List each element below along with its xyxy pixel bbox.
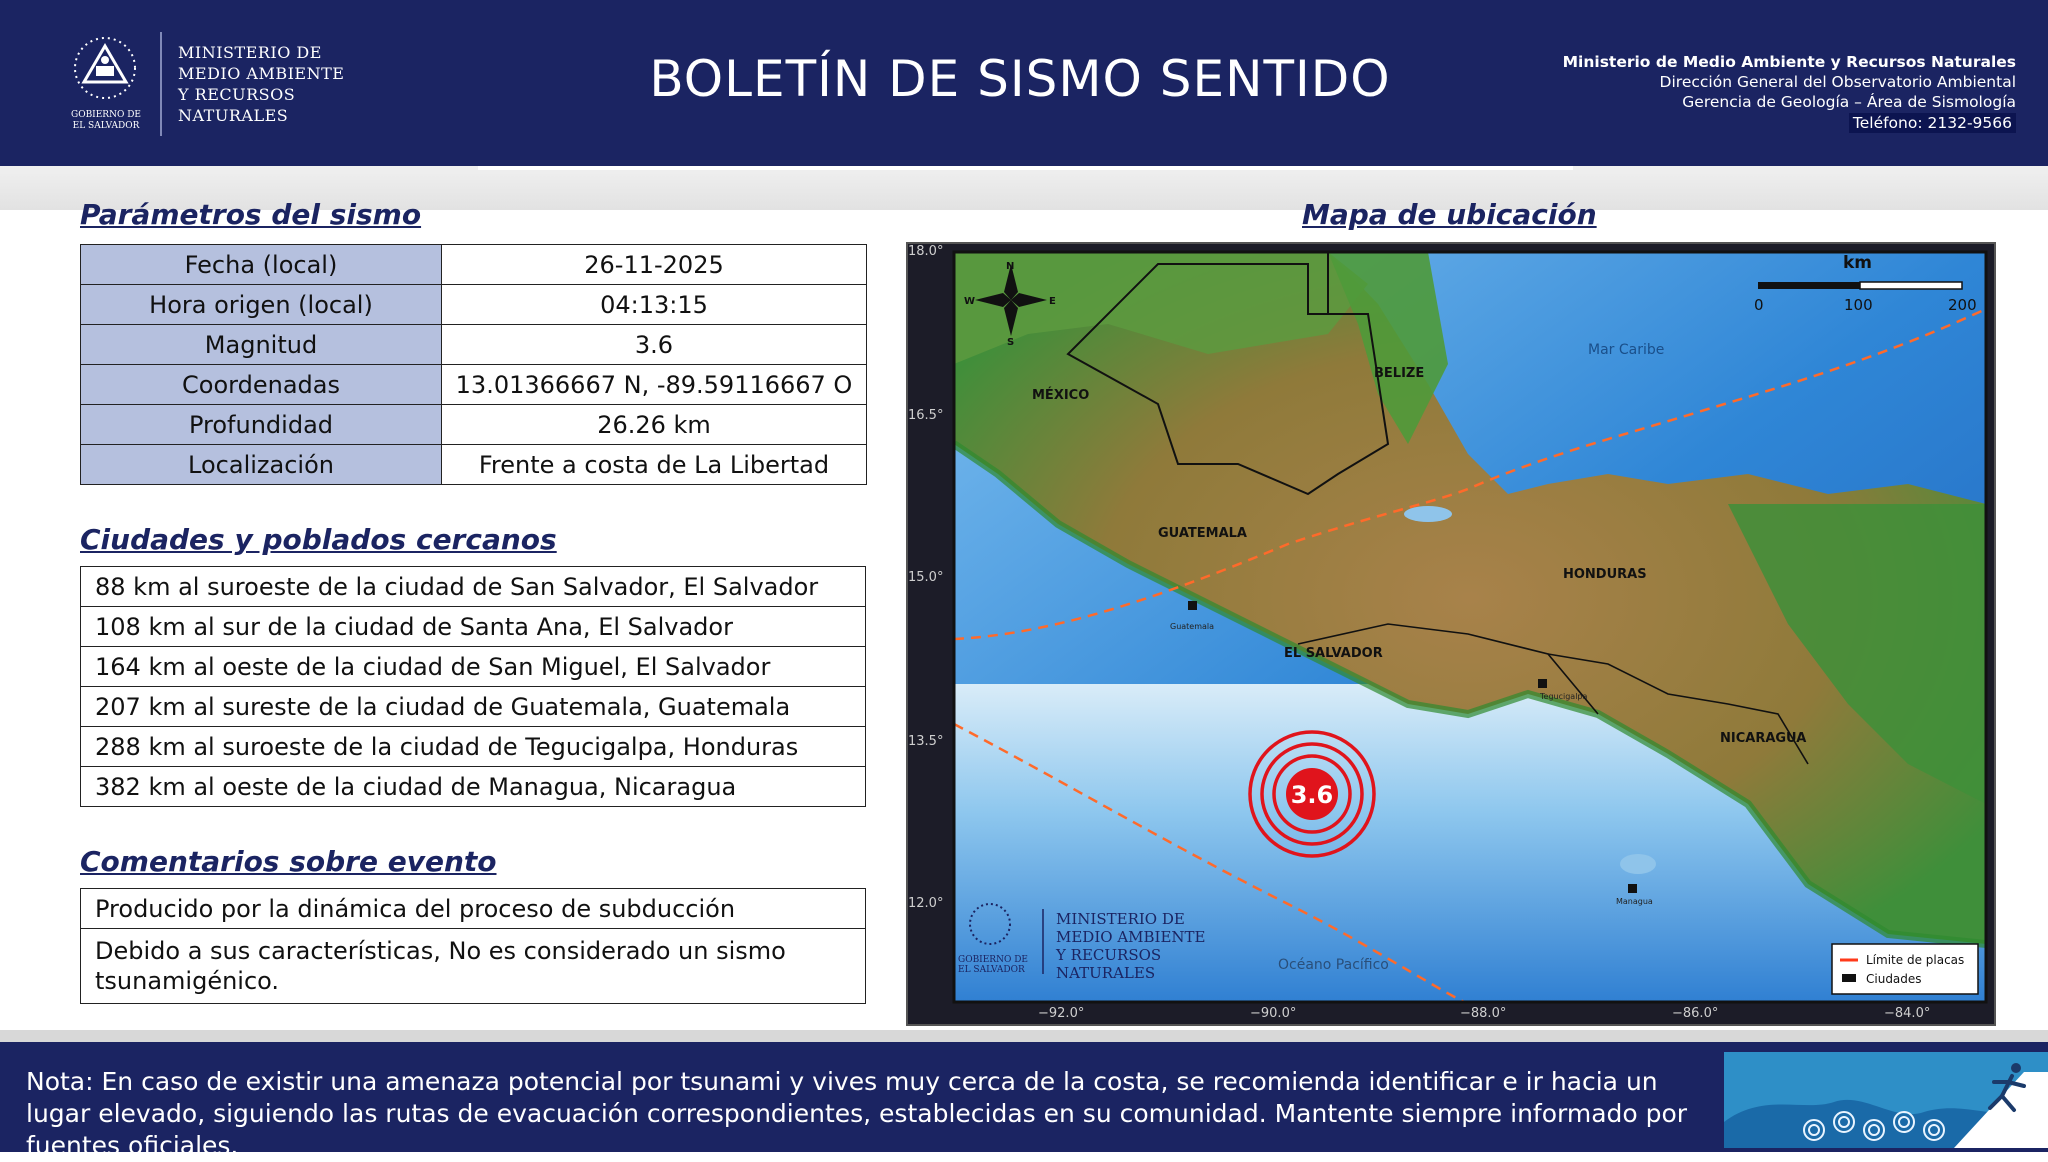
logo-caption-line: GOBIERNO DE — [71, 110, 141, 120]
param-value: Frente a costa de La Libertad — [442, 445, 867, 485]
list-item — [81, 727, 866, 767]
map-canvas — [908, 244, 1994, 1024]
logo-divider — [160, 32, 162, 136]
logo-caption — [60, 110, 152, 132]
cities-section-title: Ciudades y poblados cercanos — [80, 523, 557, 556]
lat-tick-label: 16.5° — [908, 408, 944, 423]
scale-label: 200 — [1948, 296, 1977, 314]
list-item — [81, 889, 866, 929]
list-item — [81, 767, 866, 807]
table-row — [81, 245, 867, 285]
lat-tick-label: 13.5° — [908, 734, 944, 749]
watermark-line: MEDIO AMBIENTE — [1056, 928, 1206, 946]
param-label: Profundidad — [81, 405, 442, 445]
logo-ministry-line: Y RECURSOS — [178, 85, 296, 104]
param-value: 04:13:15 — [442, 285, 867, 325]
label-honduras: HONDURAS — [1563, 567, 1647, 582]
params-table — [80, 244, 867, 485]
scale-label: 100 — [1844, 296, 1873, 314]
watermark-line: MINISTERIO DE — [1056, 910, 1185, 928]
table-row — [81, 445, 867, 485]
label-mexico: MÉXICO — [1032, 388, 1090, 403]
watermark-line: NATURALES — [1056, 964, 1156, 982]
city-marker-managua — [1628, 884, 1637, 893]
logo-caption-line: EL SALVADOR — [72, 121, 140, 131]
lat-tick-label: 12.0° — [908, 896, 944, 911]
param-value: 3.6 — [442, 325, 867, 365]
label-el-salvador: EL SALVADOR — [1284, 646, 1383, 661]
list-item — [81, 567, 866, 607]
ministry-name: Ministerio de Medio Ambiente y Recursos Naturales — [1562, 53, 2016, 71]
tsunami-note: Nota: En caso de existir una amenaza potencial por tsunami y vives muy cerca de la costa, se recomienda identificar e ir hacia un lugar elevado, siguiendo las rutas de evacuación correspondientes, establecidas en su comunidad. Mantente siempre informado por fuentes oficiales. — [26, 1067, 1688, 1160]
watermark-line: Y RECURSOS — [1056, 946, 1162, 964]
param-label: Localización — [81, 445, 442, 485]
logo-ministry-text — [178, 42, 344, 126]
department-name: Gerencia de Geología – Área de Sismología — [1682, 93, 2016, 111]
lon-tick-label: −88.0° — [1460, 1006, 1507, 1021]
legend-city-swatch — [1842, 974, 1856, 982]
table-row — [81, 325, 867, 365]
comment-text: Producido por la dinámica del proceso de subducción — [81, 889, 866, 929]
scale-label: 0 — [1754, 296, 1764, 314]
header-bar — [0, 0, 2048, 166]
tsunami-evacuation-icon — [1724, 1052, 2048, 1148]
table-row — [81, 285, 867, 325]
map-section-title: Mapa de ubicación — [1302, 198, 1597, 231]
label-pacific: Océano Pacífico — [1278, 957, 1389, 973]
lat-tick-label: 18.0° — [908, 244, 944, 259]
city-distance: 207 km al sureste de la ciudad de Guatemala, Guatemala — [81, 687, 866, 727]
table-row — [81, 405, 867, 445]
compass-w: W — [964, 296, 976, 307]
compass-e: E — [1049, 296, 1056, 307]
label-city-guatemala: Guatemala — [1170, 622, 1215, 631]
logo-ministry-line: MINISTERIO DE — [178, 43, 322, 62]
lon-tick-label: −84.0° — [1884, 1006, 1931, 1021]
list-item — [81, 687, 866, 727]
param-label: Fecha (local) — [81, 245, 442, 285]
compass-n: N — [1006, 261, 1015, 272]
comments-list — [80, 888, 866, 1004]
lon-tick-label: −90.0° — [1250, 1006, 1297, 1021]
magnitude-label: 3.6 — [1290, 781, 1334, 809]
logo-ministry-line: MEDIO AMBIENTE — [178, 64, 345, 83]
location-map — [906, 242, 1996, 1026]
list-item — [81, 647, 866, 687]
direction-name: Dirección General del Observatorio Ambiental — [1659, 73, 2016, 91]
comments-section-title: Comentarios sobre evento — [80, 845, 497, 878]
header-ministry-info — [1563, 52, 2016, 133]
phone-number: Teléfono: 2132-9566 — [1849, 113, 2016, 133]
label-city-managua: Managua — [1616, 897, 1653, 906]
lat-tick-label: 15.0° — [908, 570, 944, 585]
table-row — [81, 365, 867, 405]
param-value: 26.26 km — [442, 405, 867, 445]
legend-label: Límite de placas — [1866, 953, 1965, 967]
list-item — [81, 607, 866, 647]
comment-text: Debido a sus características, No es considerado un sismo tsunamigénico. — [81, 929, 866, 1004]
label-city-tegucigalpa: Tegucigalpa — [1540, 692, 1588, 701]
city-marker-tegucigalpa — [1538, 679, 1547, 688]
logo-ministry-line: NATURALES — [178, 106, 289, 125]
list-item — [81, 929, 866, 1004]
legend-label: Ciudades — [1866, 972, 1922, 986]
watermark-caption: GOBIERNO DE — [958, 955, 1028, 965]
city-distance: 108 km al sur de la ciudad de Santa Ana, El Salvador — [81, 607, 866, 647]
page-title: BOLETÍN DE SISMO SENTIDO — [649, 50, 1391, 108]
label-guatemala: GUATEMALA — [1158, 526, 1247, 541]
footer-bar — [0, 1042, 2048, 1160]
param-label: Coordenadas — [81, 365, 442, 405]
lon-tick-label: −86.0° — [1672, 1006, 1719, 1021]
label-caribbean: Mar Caribe — [1588, 342, 1665, 358]
label-nicaragua: NICARAGUA — [1720, 731, 1807, 746]
param-label: Hora origen (local) — [81, 285, 442, 325]
city-distance: 164 km al oeste de la ciudad de San Miguel, El Salvador — [81, 647, 866, 687]
cities-list — [80, 566, 866, 807]
compass-s: S — [1007, 337, 1015, 348]
param-value: 13.01366667 N, -89.59116667 O — [442, 365, 867, 405]
city-marker-guatemala — [1188, 601, 1197, 610]
city-distance: 88 km al suroeste de la ciudad de San Salvador, El Salvador — [81, 567, 866, 607]
scale-unit: km — [1843, 253, 1873, 273]
city-distance: 288 km al suroeste de la ciudad de Tegucigalpa, Honduras — [81, 727, 866, 767]
map-legend — [1832, 944, 1978, 994]
city-distance: 382 km al oeste de la ciudad de Managua, Nicaragua — [81, 767, 866, 807]
params-section-title: Parámetros del sismo — [80, 198, 422, 231]
label-belize: BELIZE — [1374, 366, 1425, 381]
param-value: 26-11-2025 — [442, 245, 867, 285]
watermark-caption: EL SALVADOR — [958, 965, 1025, 975]
param-label: Magnitud — [81, 325, 442, 365]
ministry-logo — [60, 30, 380, 140]
lon-tick-label: −92.0° — [1038, 1006, 1085, 1021]
